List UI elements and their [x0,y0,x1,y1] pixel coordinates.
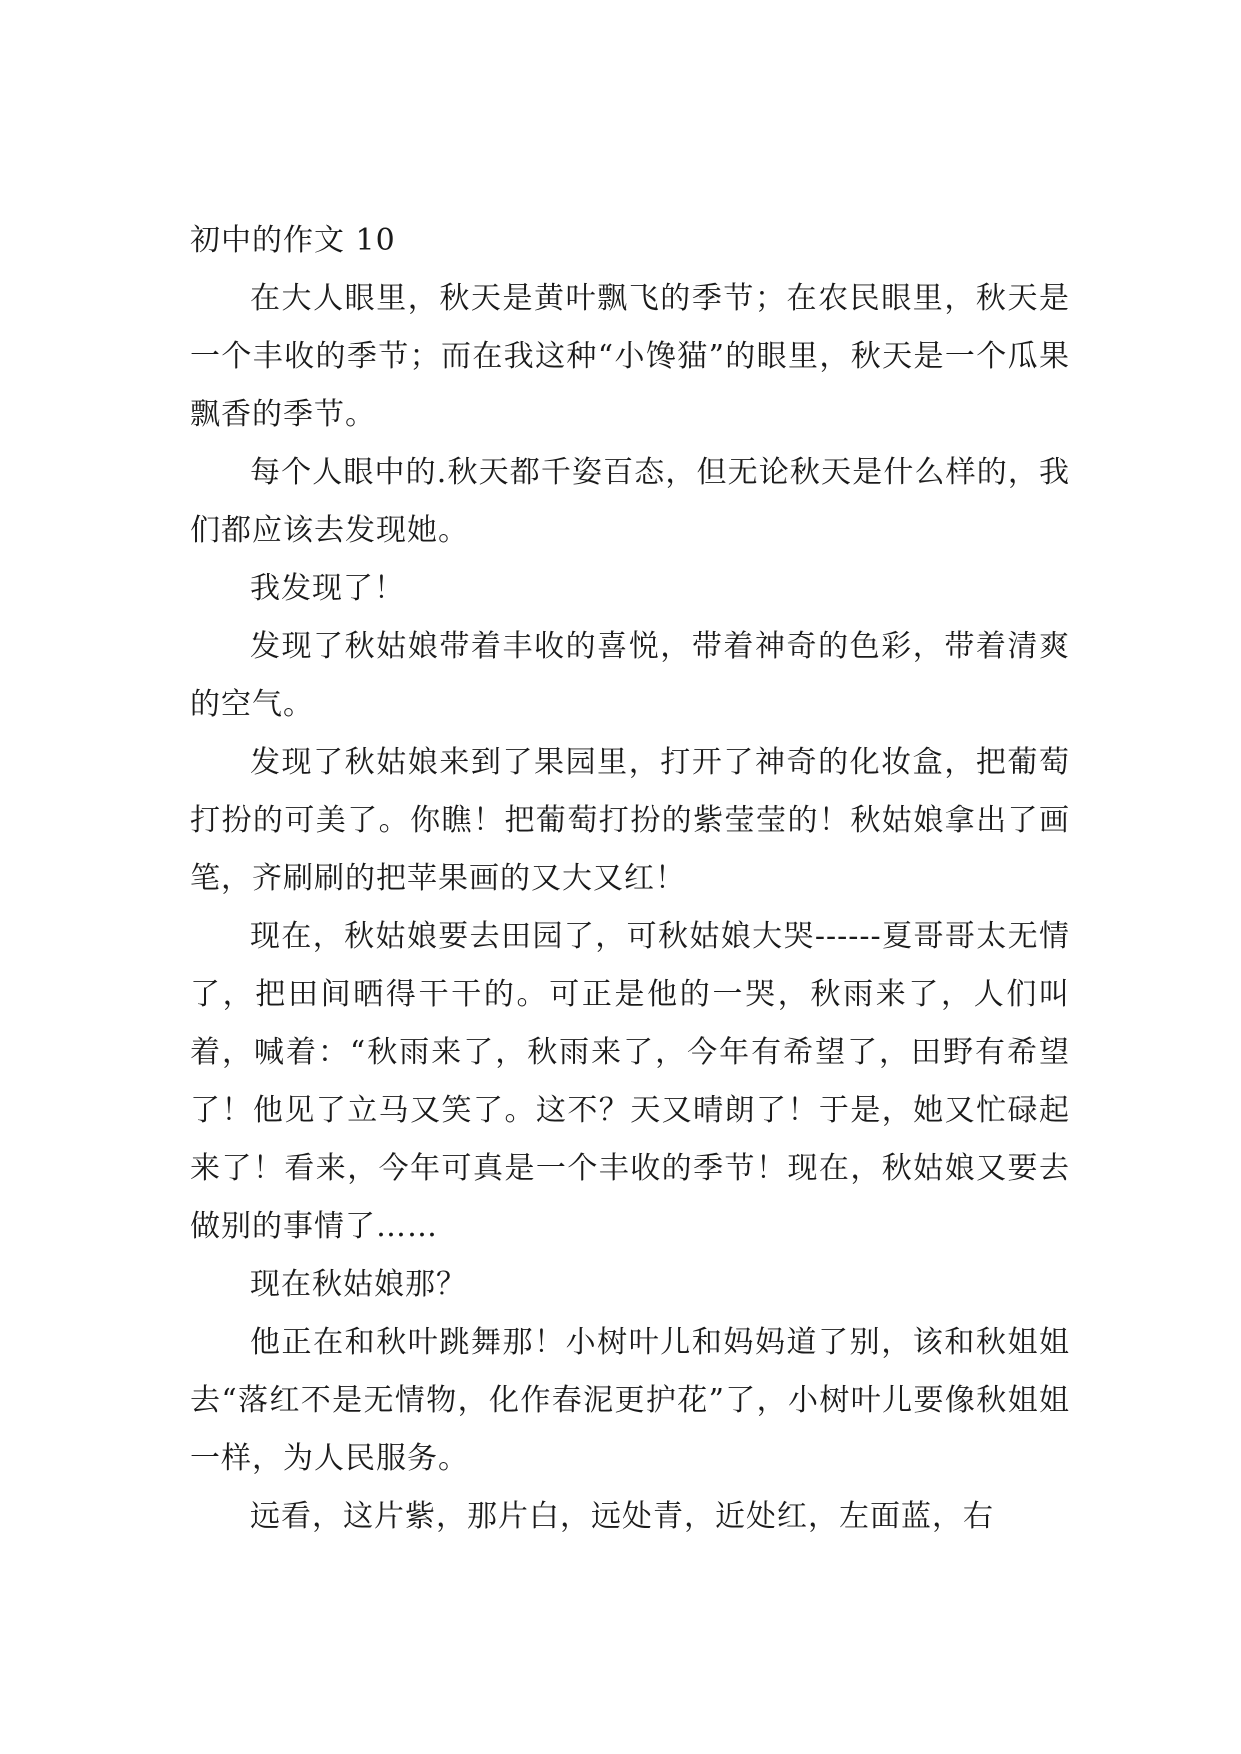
paragraph-5: 发现了秋姑娘来到了果园里，打开了神奇的化妆盒，把葡萄打扮的可美了。你瞧！把葡萄打扮的紫莹莹的！秋姑娘拿出了画笔，齐刷刷的把苹果画的又大又红！ [190,745,1070,896]
paragraph-2: 每个人眼中的.秋天都千姿百态，但无论秋天是什么样的，我们都应该去发现她。 [190,455,1070,548]
paragraph-6: 现在，秋姑娘要去田园了，可秋姑娘大哭------夏哥哥太无情了，把田间晒得干干的。可正是他的一哭，秋雨来了，人们叫着，喊着：“秋雨来了，秋雨来了，今年有希望了，田野有希望了！他见了立马又笑了。这不？天又晴朗了！于是，她又忙碌起来了！看来，今年可真是一个丰收的季节！现在，秋姑娘又要去做别的事情了…… [190,919,1070,1244]
paragraph-4: 发现了秋姑娘带着丰收的喜悦，带着神奇的色彩，带着清爽的空气。 [190,629,1070,722]
paragraph-7: 现在秋姑娘那？ [250,1267,467,1302]
paragraph-3: 我发现了！ [250,571,405,606]
paragraph-9: 远看，这片紫，那片白，远处青，近处红，左面蓝，右 [250,1499,994,1534]
document-body [190,212,1070,1546]
paragraph-8: 他正在和秋叶跳舞那！小树叶儿和妈妈道了别，该和秋姐姐去“落红不是无情物，化作春泥更护花”了，小树叶儿要像秋姐姐一样，为人民服务。 [190,1325,1070,1476]
document-title: 初中的作文 10 [190,223,396,258]
paragraph-1: 在大人眼里，秋天是黄叶飘飞的季节；在农民眼里，秋天是一个丰收的季节；而在我这种“小馋猫”的眼里，秋天是一个瓜果飘香的季节。 [190,281,1070,432]
